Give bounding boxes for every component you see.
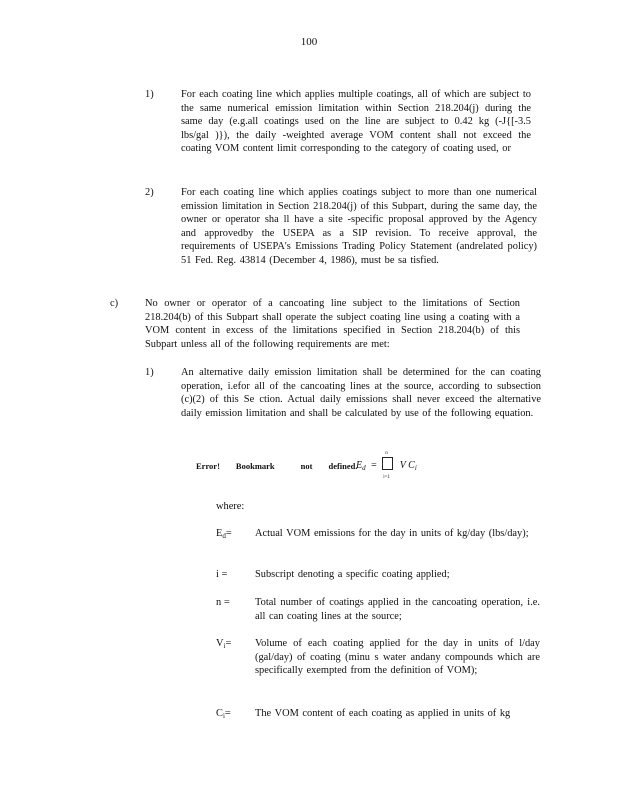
summation-icon: n i=1 (382, 456, 394, 470)
item-label: c) (110, 298, 119, 309)
where-label: where: (216, 501, 245, 512)
item-label: 1) (145, 367, 154, 378)
definition-symbol: $C_i=$ (216, 708, 231, 720)
item-text: For each coating line which applies coatings subject to more than one numerical emission limitation in Section 218.204(j) of this Subpart, during the same day, the owner or operator sha ll have a site -specific proposal approved by the Agency and approvedby the USEPA as a SIP revision. To receive approval, the requirements of USEPA's Emissions Trading Policy Statement (andrelated policy) 51 Fed. Reg. 43814 (December 4, 1986), must be sa tisfied. (181, 187, 537, 266)
page-number: 100 (300, 36, 318, 48)
definition-symbol: n = (216, 597, 230, 608)
definition-text: Actual VOM emissions for the day in units of kg/day (lbs/day); (255, 528, 529, 539)
item-text: No owner or operator of a cancoating line subject to the limitations of Section 218.204(b) of this Subpart shall operate the subject coating line using a coating with a VOM content in excess of the limitations specified in Section 218.204(b) of this Subpart unless all of the following requirements are met: (145, 298, 520, 350)
item-text: An alternative daily emission limitation shall be determined for the can coating operation, i.efor all of the cancoating lines at the source, according to subsection (c)(2) of this Se ction. Actual daily emissions shall never exceed the alternative daily emission limitation and shall be calculated by use of the following equation. (181, 367, 541, 419)
definition-text: The VOM content of each coating as applied in units of kg (255, 708, 511, 719)
definition-text: Total number of coatings applied in the cancoating operation, i.e. all can coating lines at the source; (255, 597, 540, 622)
bookmark-error: Error! Bookmark not defined. (196, 461, 358, 471)
equation-math: $E_d$ = n i=1 V $C_i$ (356, 451, 417, 480)
equation (196, 451, 466, 490)
definition-symbol: i = (216, 569, 228, 580)
item-text: For each coating line which applies multiple coatings, all of which are subject to the same numerical emission limitation within Section 218.204(j) during the same day (e.g.all coatings used on the line are subject to 0.42 kg (-J{[-3.5 lbs/gal )}), the daily -weighted average VOM content shall not exceed the coating VOM content limit corresponding to the category of coating used, or (181, 89, 531, 155)
definition-text: Volume of each coating applied for the day in units of l/day (gal/day) of coating (minu s water andany compounds which are specifically exempted from the definition of VOM); (255, 638, 540, 677)
definition-symbol: $V_i=$ (216, 638, 232, 650)
definition-symbol: $E_d=$ (216, 528, 232, 540)
item-label: 1) (145, 89, 154, 100)
definition-text: Subscript denoting a specific coating applied; (255, 569, 450, 580)
item-label: 2) (145, 187, 154, 198)
